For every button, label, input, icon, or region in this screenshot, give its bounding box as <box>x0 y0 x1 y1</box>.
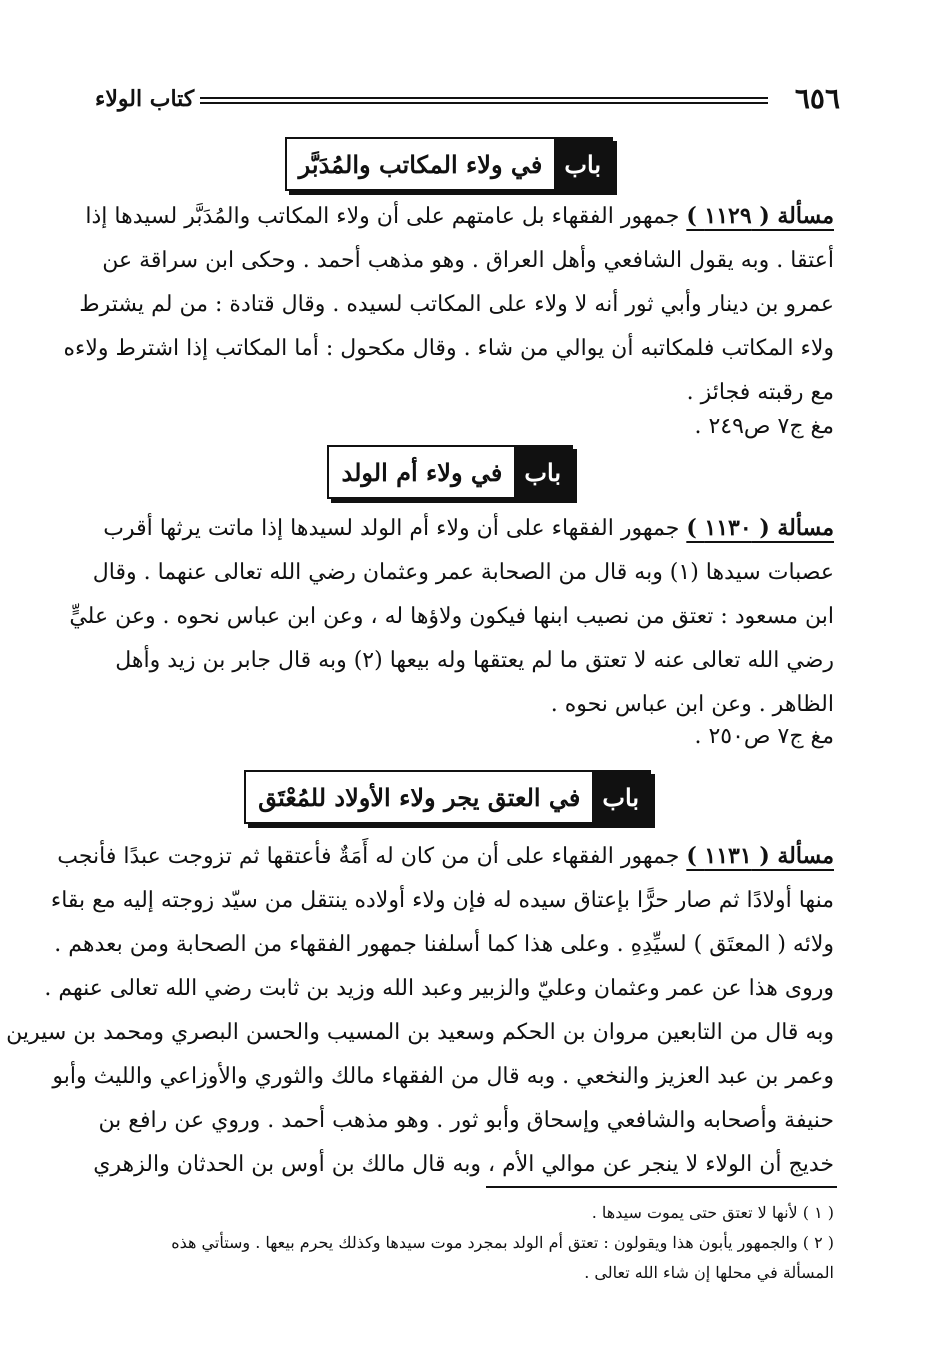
paragraph-line: ولائه ( المعتَق ) لسيِّدِهِ . وعلى هذا كما أسلفنا جمهور الفقهاء من الصحابة ومن بعدهم . <box>54 932 834 957</box>
line-text: جمهور الفقهاء على أن من كان له أَمَةٌ فأعتقها ثم تزوجت عبدًا فأنجب <box>57 844 680 869</box>
footnotes <box>94 1198 834 1288</box>
chapter-word: باب <box>592 772 649 822</box>
chapter-heading <box>327 445 573 499</box>
chapter-word: باب <box>554 139 611 189</box>
page-header <box>95 82 840 122</box>
paragraph-line: عمرو بن دينار وأبي ثور أنه لا ولاء على المكاتب لسيده . وقال قتادة : من لم يشترط <box>79 292 834 317</box>
source-reference: مغ ج٧ ص٢٥٠ . <box>694 724 834 749</box>
issue-paragraph <box>6 834 834 1187</box>
paragraph-line <box>85 194 834 239</box>
chapter-word: باب <box>514 447 571 497</box>
source-reference: مغ ج٧ ص٢٤٩ . <box>694 414 834 439</box>
paragraph-line: رضي الله تعالى عنه لا تعتق ما لم يعتقها وله بيعها (٢) وبه قال جابر بن زيد وأهل <box>115 648 834 673</box>
issue-paragraph <box>63 194 834 415</box>
paragraph-line: وعمر بن عبد العزيز والنخعي . وبه قال من الفقهاء مالك والثوري والأوزاعي والليث وأبو <box>52 1064 834 1089</box>
paragraph-line: ولاء المكاتب فلمكاتبه أن يوالي من شاء . وقال مكحول : أما المكاتب إذا اشترط ولاءه <box>63 336 834 361</box>
footnote: ( ٢ ) والجمهور يأبون هذا ويقولون : تعتق أم الولد بمجرد موت سيدها وكذلك يحرم بيعها . وستأتي هذه <box>171 1233 834 1252</box>
paragraph-line: حنيفة وأصحابه والشافعي وإسحاق وأبو ثور . وهو مذهب أحمد . وروي عن رافع بن <box>98 1108 834 1133</box>
issue-label: مسألة ( ١١٣٠ ) <box>686 515 834 541</box>
footnote-rule <box>486 1186 837 1188</box>
paragraph-line <box>94 506 834 551</box>
issue-label: مسألة ( ١١٢٩ ) <box>686 203 834 229</box>
chapter-heading <box>244 770 651 824</box>
paragraph-line: وبه قال من التابعين مروان بن الحكم وسعيد بن المسيب والحسن البصري ومحمد بن سيرين <box>6 1020 834 1045</box>
chapter-title: في ولاء أم الولد <box>341 457 503 487</box>
issue-paragraph <box>69 506 834 727</box>
line-text: جمهور الفقهاء على أن ولاء أم الولد لسيدها إذا ماتت يرثها أقرب <box>103 516 680 541</box>
header-rule <box>200 97 768 104</box>
chapter-title: في ولاء المكاتب والمُدَبَّر <box>298 149 543 179</box>
paragraph-line: خديج أن الولاء لا ينجر عن موالي الأم ، وبه قال مالك بن أوس بن الحدثان والزهري <box>93 1152 834 1177</box>
chapter-title: في العتق يجر ولاء الأولاد للمُعْتَق <box>258 782 581 812</box>
paragraph-line: أعتقا . وبه يقول الشافعي وأهل العراق . وهو مذهب أحمد . وحكى ابن سراقة عن <box>102 248 834 273</box>
paragraph-line: الظاهر . وعن ابن عباس نحوه . <box>550 692 834 717</box>
paragraph-line: مع رقبته فجائز . <box>686 380 834 405</box>
issue-label: مسألة ( ١١٣١ ) <box>686 843 834 869</box>
footnote: ( ١ ) لأنها لا تعتق حتى يموت سيدها . <box>591 1203 834 1222</box>
page-number: ٦٥٦ <box>794 82 840 115</box>
line-text: جمهور الفقهاء بل عامتهم على أن ولاء المكاتب والمُدَبَّر لسيدها إذا <box>85 204 680 229</box>
book-title: كتاب الولاء <box>95 86 195 112</box>
paragraph-line: عصبات سيدها (١) وبه قال من الصحابة عمر وعثمان رضي الله تعالى عنهما . وقال <box>92 560 834 585</box>
paragraph-line <box>57 834 834 879</box>
footnote: المسألة في محلها إن شاء الله تعالى . <box>584 1263 834 1282</box>
paragraph-line: منها أولادًا ثم صار حرًّا بإعتاق سيده له فإن ولاء أولاده ينتقل من سيّد زوجته إليه مع بقاء <box>50 888 834 913</box>
paragraph-line: وروى هذا عن عمر وعثمان وعليّ والزبير وعبد الله وزيد بن ثابت رضي الله تعالى عنهم . <box>44 976 834 1001</box>
chapter-heading <box>285 137 613 191</box>
paragraph-line: ابن مسعود : تعتق من نصيب ابنها فيكون ولاؤها له ، وعن ابن عباس نحوه . وعن عليٍّ <box>69 604 834 629</box>
